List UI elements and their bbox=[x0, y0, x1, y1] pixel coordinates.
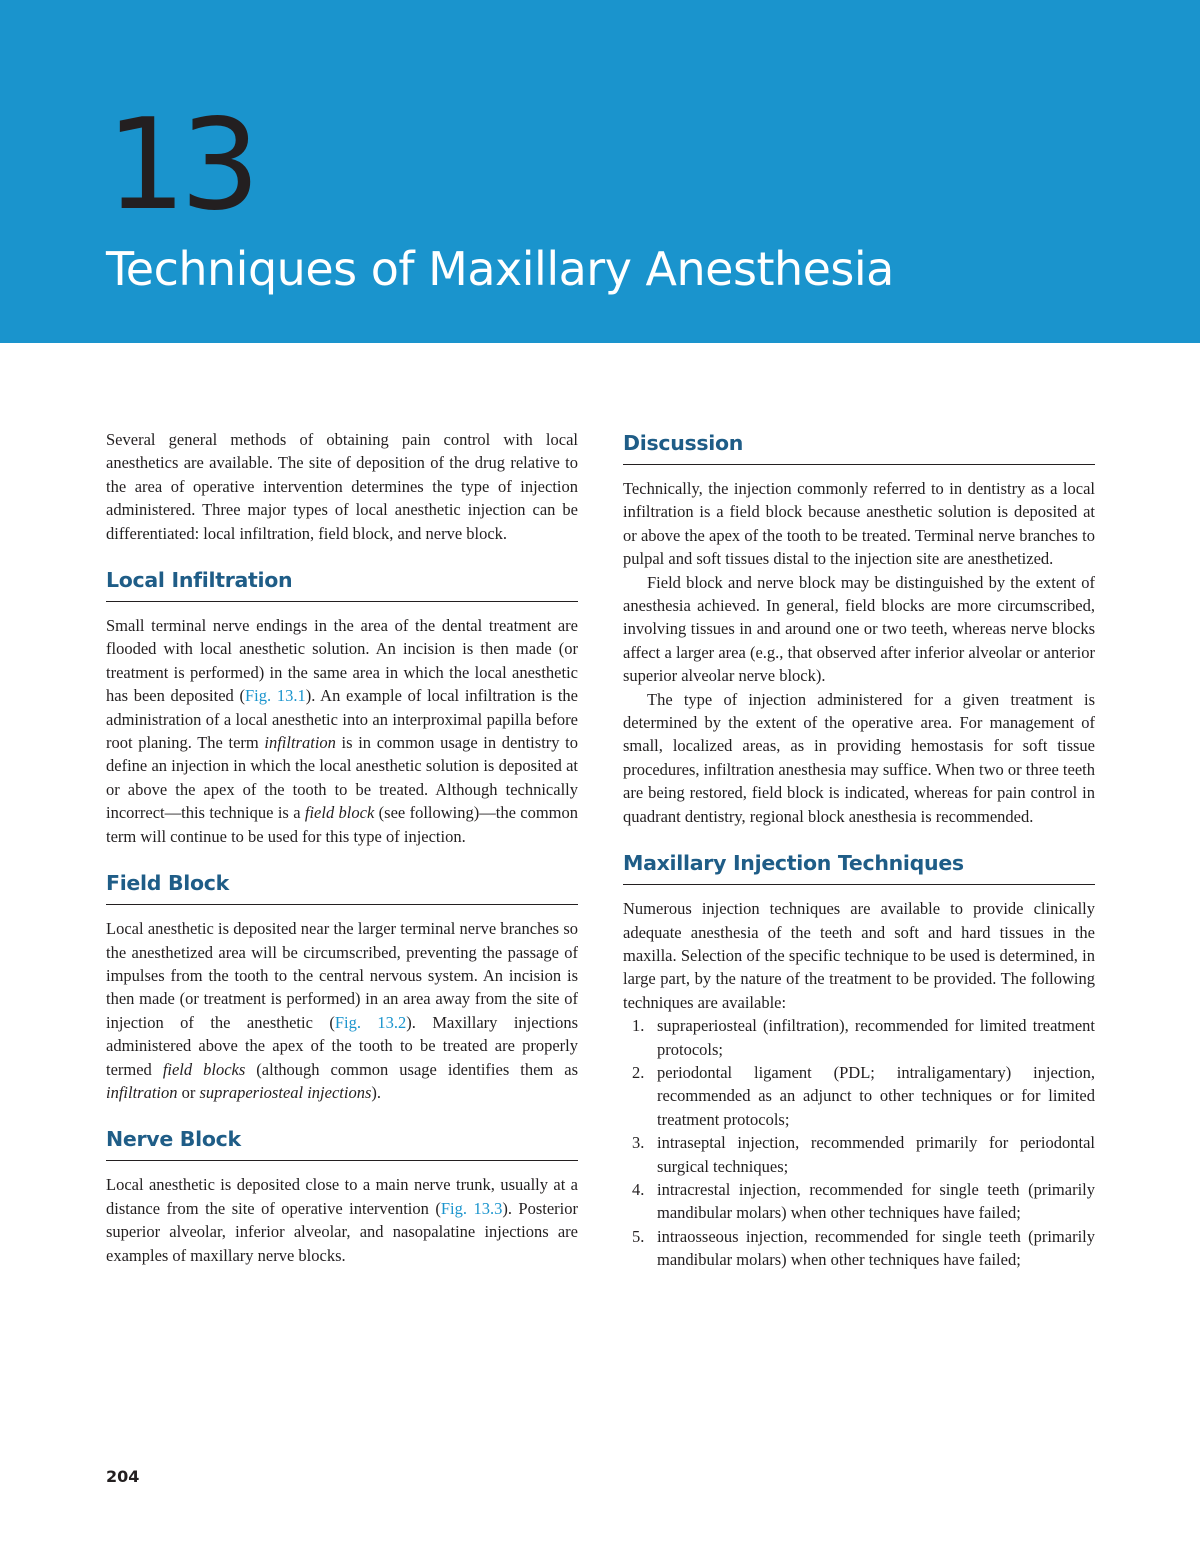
list-item: 5. intraosseous injection, recommended for single teeth (primarily mandibular molars) when other techniques have failed; bbox=[632, 1226, 1095, 1270]
section-nerve-block bbox=[106, 1126, 578, 1267]
body-paragraph: Small terminal nerve endings in the area of the dental treatment are flooded with local anesthetic solution. An incision is then made (or treatment is performed) in the same area in which the local anesthetic has been deposited (Fig. 13.1). An example of local infiltration is the administration of a local anesthetic into an interproximal papilla before root planing. The term infiltration is in common usage in dentistry to define an injection in which the local anesthetic solution is deposited at or above the apex of the tooth to be treated. Although technically incorrect—this technique is a field block (see following)—the common term will continue to be used for this type of injection. bbox=[106, 616, 579, 846]
list-item: 2. periodontal ligament (PDL; intraligamentary) injection, recommended as an adjunct to other techniques or for limited treatment protocols; bbox=[632, 1062, 1095, 1129]
intro-paragraph: Several general methods of obtaining pain control with local anesthetics are available. The site of deposition of the drug relative to the area of operative intervention determines the type of injection administered. Three major types of local anesthetic injection can be differentiated: local infiltration, field block, and nerve block. bbox=[106, 430, 578, 543]
body-paragraph: Numerous injection techniques are available to provide clinically adequate anesthesia of the teeth and soft and hard tissues in the maxilla. Selection of the specific technique to be used is determined, in large part, by the nature of the treatment to be provided. The following techniques are available: bbox=[623, 899, 1095, 1012]
section-field-block bbox=[106, 870, 578, 1104]
list-item: 3. intraseptal injection, recommended primarily for periodontal surgical techniques; bbox=[632, 1133, 1095, 1176]
body-paragraph: The type of injection administered for a given treatment is determined by the extent of the operative area. For management of small, localized areas, as in providing hemostasis for soft tissue procedures, infiltration anesthesia may suffice. When two or three teeth are being restored, field block is indicated, whereas for pain control in quadrant dentistry, regional block anesthesia is recommended. bbox=[623, 689, 1095, 826]
figure-link[interactable]: Fig. 13.2 bbox=[334, 1012, 407, 1032]
figure-link[interactable]: Fig. 13.3 bbox=[440, 1198, 503, 1218]
figure-link[interactable]: Fig. 13.1 bbox=[245, 686, 306, 706]
section-heading: Discussion bbox=[623, 430, 1095, 465]
page-number: 204 bbox=[106, 1467, 140, 1486]
right-column bbox=[623, 428, 1095, 1272]
technique-list bbox=[623, 1014, 1095, 1271]
body-paragraph: Technically, the injection commonly referred to in dentistry as a local infiltration is a field block because anesthetic solution is deposited at or above the apex of the tooth to be treated. Terminal nerve branches to pulpal and soft tissues distal to the injection site are anesthetized. bbox=[623, 479, 1095, 569]
chapter-number: 13 bbox=[106, 91, 255, 238]
section-heading: Maxillary Injection Techniques bbox=[623, 850, 1095, 885]
section-local-infiltration bbox=[106, 567, 578, 848]
section-maxillary-injection-techniques bbox=[623, 850, 1095, 1272]
chapter-title: Techniques of Maxillary Anesthesia bbox=[106, 242, 894, 296]
body-paragraph: Local anesthetic is deposited close to a main nerve trunk, usually at a distance from the site of operative intervention (Fig. 13.3). Posterior superior alveolar, inferior alveolar, and nasopalatine injections are examples of maxillary nerve blocks. bbox=[106, 1175, 578, 1265]
list-item: 4. intracrestal injection, recommended for single teeth (primarily mandibular molars) when other techniques have failed; bbox=[632, 1179, 1095, 1223]
section-discussion bbox=[623, 430, 1095, 828]
list-item: 1. supraperiosteal (infiltration), recommended for limited treatment protocols; bbox=[632, 1016, 1095, 1059]
section-heading: Local Infiltration bbox=[106, 567, 578, 602]
section-heading: Nerve Block bbox=[106, 1126, 578, 1161]
left-column bbox=[106, 428, 578, 1267]
section-heading: Field Block bbox=[106, 870, 578, 905]
body-paragraph: Local anesthetic is deposited near the larger terminal nerve branches so the anesthetized area will be circumscribed, preventing the passage of impulses from the tooth to the central nervous system. An incision is then made (or treatment is performed) in an area away from the site of injection of the anesthetic (Fig. 13.2). Maxillary injections administered above the apex of the tooth to be treated are properly termed field blocks (although common usage identifies them as infiltration or supraperiosteal injections). bbox=[106, 919, 579, 1102]
body-paragraph: Field block and nerve block may be distinguished by the extent of anesthesia achieved. In general, field blocks are more circumscribed, involving tissues in and around one or two teeth, whereas nerve blocks affect a larger area (e.g., that observed after inferior alveolar or anterior superior alveolar nerve block). bbox=[623, 572, 1095, 686]
